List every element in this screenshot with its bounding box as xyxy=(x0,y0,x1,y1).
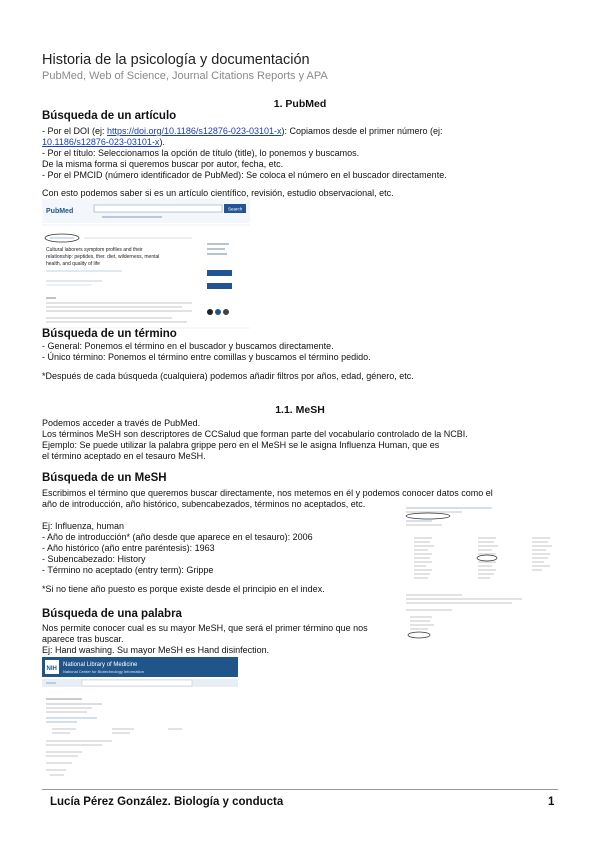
mesh-intro-line-4: el término aceptado en el tesauro MeSH. xyxy=(42,451,206,461)
single-term-line: - Único término: Ponemos el término entre comillas y buscamos el término pedido. xyxy=(42,352,371,362)
mesh-desc-line-2: año de introducción, año histórico, subencabezados, términos no aceptados, etc. xyxy=(42,499,366,509)
word-example-line: Ej: Hand washing. Su mayor MeSH es Hand disinfection. xyxy=(42,645,270,655)
mesh-intro-line-1: Podemos acceder a través de PubMed. xyxy=(42,418,201,428)
doi-line: - Por el DOI (ej: https://doi.org/10.1186/s12876-023-03101-x): Copiamos desde el primer número (ej: xyxy=(42,126,443,136)
nlm-subtitle: National Center for Biotechnology Information xyxy=(63,669,144,674)
footer-author: Lucía Pérez González. Biología y conducta xyxy=(50,796,284,808)
word-desc-line-1: Nos permite conocer cual es su mayor MeSH, que será el primer término que nos xyxy=(42,623,368,633)
doi-link[interactable]: https://doi.org/10.1186/s12876-023-03101-x xyxy=(107,126,282,136)
doi-example-line: 10.1186/s12876-023-03101-x). xyxy=(42,137,165,147)
page-title: Historia de la psicología y documentación xyxy=(42,52,310,68)
mesh-year-note: *Si no tiene año puesto es porque existe desde el principio en el index. xyxy=(42,584,325,594)
nlm-screenshot xyxy=(42,657,238,785)
word-desc-line-2: aparece tras buscar. xyxy=(42,634,124,644)
mesh-intro-line-2: Los términos MeSH son descriptores de CCSalud que forman parte del vocabulario controlado de la NCBI. xyxy=(42,429,468,439)
pmcid-search-line: - Por el PMCID (número identificador de PubMed): Se coloca el número en el buscador directamente. xyxy=(42,170,447,180)
nlm-title: National Library of Medicine xyxy=(63,662,138,668)
nih-logo: NIH xyxy=(46,666,57,672)
filters-note: *Después de cada búsqueda (cualquiera) podemos añadir filtros por años, edad, género, etc. xyxy=(42,371,414,381)
page-subtitle: PubMed, Web of Science, Journal Citations Reports y APA xyxy=(42,70,328,82)
mesh-example-line-5: - Término no aceptado (entry term): Grippe xyxy=(42,565,214,575)
page-number: 1 xyxy=(548,796,555,808)
doi-example-link[interactable]: 10.1186/s12876-023-03101-x xyxy=(42,137,160,147)
pubmed-screenshot xyxy=(42,199,250,329)
article-title: Cultural laborers symptom profiles and their relationship: peptides, ther. diet, wilderness, mental health, and quality of life xyxy=(46,247,160,267)
mesh-screenshot xyxy=(402,505,558,650)
pubmed-logo: PubMed xyxy=(46,208,74,215)
pubmed-search-button: Search xyxy=(228,206,243,212)
subheading-term-search: Búsqueda de un término xyxy=(42,328,177,340)
subheading-mesh-search: Búsqueda de un MeSH xyxy=(42,472,167,484)
mesh-example-line-2: - Año de introducción* (año desde que aparece en el tesauro): 2006 xyxy=(42,532,313,542)
section-heading-mesh: 1.1. MeSH xyxy=(275,404,325,416)
article-type-note: Con esto podemos saber si es un artículo científico, revisión, estudio observacional, etc. xyxy=(42,188,394,198)
mesh-example-line-3: - Año histórico (año entre paréntesis): 1963 xyxy=(42,543,215,553)
mesh-desc-line-1: Escribimos el término que queremos buscar directamente, nos metemos en él y podemos conocer datos como el xyxy=(42,488,493,498)
title-search-line: - Por el título: Seleccionamos la opción de título (title), lo ponemos y buscamos. xyxy=(42,148,360,158)
section-heading-pubmed: 1. PubMed xyxy=(273,98,327,110)
mesh-example-line-1: Ej: Influenza, human xyxy=(42,521,125,531)
mesh-intro-line-3: Ejemplo: Se puede utilizar la palabra grippe pero en el MeSH se le asigna Influenza Human, que es xyxy=(42,440,440,450)
subheading-article-search: Búsqueda de un artículo xyxy=(42,110,177,122)
mesh-example-line-4: - Subencabezado: History xyxy=(42,554,146,564)
footer-divider xyxy=(42,789,558,790)
general-term-line: - General: Ponemos el término en el buscador y buscamos directamente. xyxy=(42,341,334,351)
subheading-word-search: Búsqueda de una palabra xyxy=(42,608,182,620)
author-search-line: De la misma forma si queremos buscar por autor, fecha, etc. xyxy=(42,159,284,169)
